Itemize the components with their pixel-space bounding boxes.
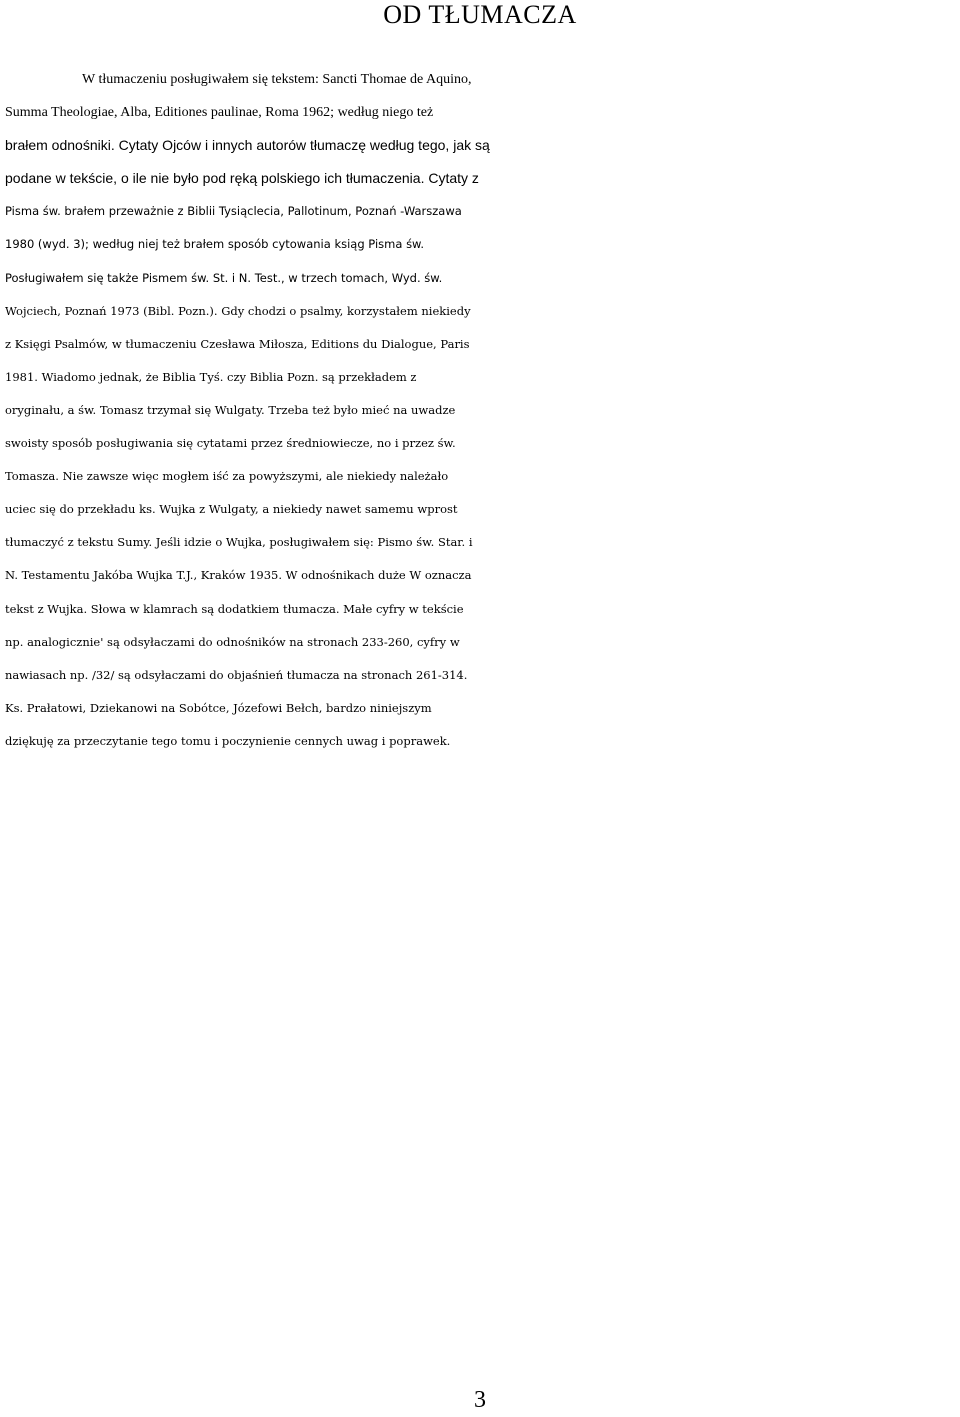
text-line: dziękuję za przeczytanie tego tomu i poczynienie cennych uwag i poprawek. [5, 733, 451, 748]
page-title: OD TŁUMACZA [383, 0, 577, 29]
text-line: tekst z Wujka. Słowa w klamrach są dodatkiem tłumacza. Małe cyfry w tekście [5, 601, 464, 616]
page-number: 3 [474, 1387, 486, 1413]
text-line: W tłumaczeniu posługiwałem się tekstem: Sancti Thomae de Aquino, [82, 72, 472, 87]
text-line: Pisma św. brałem przeważnie z Biblii Tysiąclecia, Pallotinum, Poznań -Warszawa [5, 204, 462, 219]
text-line: Ks. Prałatowi, Dziekanowi na Sobótce, Józefowi Bełch, bardzo niniejszym [5, 700, 432, 715]
text-line: np. analogicznie' są odsyłaczami do odnośników na stronach 233-260, cyfry w [5, 634, 460, 649]
text-line: brałem odnośniki. Cytaty Ojców i innych autorów tłumaczę według tego, jak są [5, 137, 490, 154]
text-line: nawiasach np. /32/ są odsyłaczami do objaśnień tłumacza na stronach 261-314. [5, 667, 468, 682]
text-line: tłumaczyć z tekstu Sumy. Jeśli idzie o Wujka, posługiwałem się: Pismo św. Star. i [5, 535, 473, 550]
text-line: 1980 (wyd. 3); według niej też brałem sposób cytowania ksiąg Pisma św. [5, 237, 425, 252]
text-line: Wojciech, Poznań 1973 (Bibl. Pozn.). Gdy chodzi o psalmy, korzystałem niekiedy [5, 303, 471, 318]
body-text [5, 63, 960, 758]
text-line: podane w tekście, o ile nie było pod ręką polskiego ich tłumaczenia. Cytaty z [5, 170, 479, 187]
text-line: Tomasza. Nie zawsze więc mogłem iść za powyższymi, ale niekiedy należało [5, 469, 449, 484]
text-line: Summa Theologiae, Alba, Editiones paulinae, Roma 1962; według niego też [5, 105, 434, 121]
text-line: uciec się do przekładu ks. Wujka z Wulgaty, a niekiedy nawet samemu wprost [5, 502, 458, 517]
text-line: oryginału, a św. Tomasz trzymał się Wulgaty. Trzeba też było mieć na uwadze [5, 402, 456, 417]
text-line: swoisty sposób posługiwania się cytatami przez średniowiecze, no i przez św. [5, 436, 456, 451]
text-line: z Księgi Psalmów, w tłumaczeniu Czesława Miłosza, Editions du Dialogue, Paris [5, 336, 470, 351]
text-line: Posługiwałem się także Pismem św. St. i N. Test., w trzech tomach, Wyd. św. [5, 270, 443, 285]
text-line: N. Testamentu Jakóba Wujka T.J., Kraków 1935. W odnośnikach duże W oznacza [5, 568, 472, 583]
text-line: 1981. Wiadomo jednak, że Biblia Tyś. czy Biblia Pozn. są przekładem z [5, 369, 417, 384]
